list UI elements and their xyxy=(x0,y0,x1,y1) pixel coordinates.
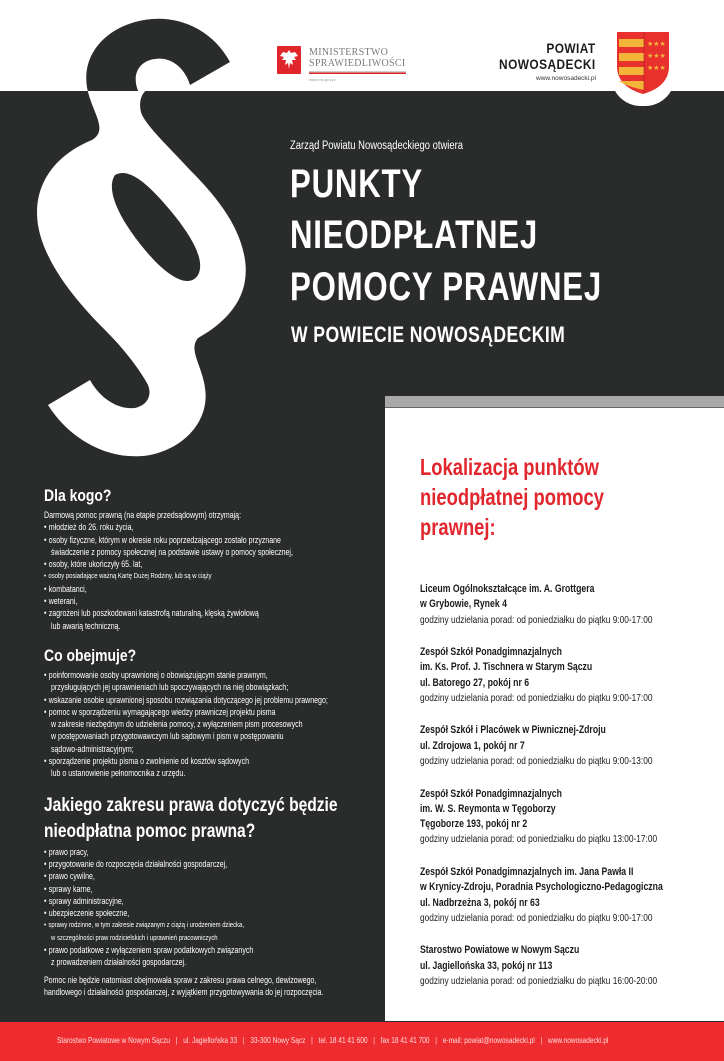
location-address-line: ul. Zdrojowa 1, pokój nr 7 xyxy=(420,739,525,752)
location-item xyxy=(420,865,720,926)
location-hours: godziny udzielania porad: od poniedziałku do piątku 9:00-17:00 xyxy=(420,912,653,924)
list-item xyxy=(44,919,374,944)
locations-heading xyxy=(420,452,604,542)
footer-bar xyxy=(0,1022,724,1061)
list-item-line: sądowo-administracyjnym; xyxy=(51,743,134,754)
coat-of-arms-icon xyxy=(611,26,675,102)
location-address-line: w Krynicy-Zdroju, Poradnia Psychologiczno-Pedagogiczna xyxy=(420,881,663,894)
location-item xyxy=(420,943,720,989)
list-item xyxy=(44,846,374,858)
law-heading-line-1: Jakiego zakresu prawa dotyczyć będzie xyxy=(44,794,338,816)
location-address-line: ul. Batorego 27, pokój nr 6 xyxy=(420,676,530,689)
location-address-line: Zespół Szkół i Placówek w Piwnicznej-Zdroju xyxy=(420,724,606,737)
list-item-line: w zakresie niezbędnym do udzielenia pomocy, z wyłączeniem pism procesowych xyxy=(51,719,303,730)
location-hours: godziny udzielania porad: od poniedziałku do piątku 13:00-17:00 xyxy=(420,834,658,846)
location-address-line: Zespół Szkół Ponadgimnazjalnych xyxy=(420,787,562,800)
list-item xyxy=(44,694,374,706)
ministry-divider xyxy=(309,71,406,74)
location-address-line: im. W. S. Reymonta w Tęgoborzy xyxy=(420,802,556,815)
locations-heading-line-3: prawnej: xyxy=(420,514,496,540)
list-item xyxy=(44,595,374,607)
location-hours: godziny udzielania porad: od poniedziałku do piątku 9:00-17:00 xyxy=(420,614,653,626)
location-item xyxy=(420,787,720,848)
list-item xyxy=(44,883,374,895)
list-item xyxy=(44,895,374,907)
scope-heading: Co obejmuje? xyxy=(44,645,137,665)
law-heading-line-2: nieodpłatna pomoc prawna? xyxy=(44,820,256,842)
who-heading: Dla kogo? xyxy=(44,486,112,505)
law-note-line-1: Pomoc nie będzie natomiast obejmowała spraw z zakresu prawa celnego, dewizowego, xyxy=(44,974,317,985)
location-hours: godziny udzielania porad: od poniedziałku do piątku 16:00-20:00 xyxy=(420,975,658,987)
locations-list xyxy=(420,582,720,1006)
list-item-line: • kombatanci, xyxy=(44,583,301,595)
list-item-line: • ubezpieczenie społeczne, xyxy=(44,907,301,919)
list-item xyxy=(44,669,374,694)
list-item-line: • sporządzenie projektu pisma o zwolnienie od kosztów sądowych xyxy=(44,755,301,767)
svg-text:★★★: ★★★ xyxy=(647,64,666,72)
info-column xyxy=(44,486,374,998)
list-item xyxy=(44,944,374,969)
list-item-line: przysługujących jej uprawnieniach lub spoczywających na niej obowiązkach; xyxy=(51,682,289,693)
list-item xyxy=(44,521,374,533)
location-address-line: Zespół Szkół Ponadgimnazjalnych im. Jana Pawła II xyxy=(420,865,634,878)
location-address-line: Starostwo Powiatowe w Nowym Sączu xyxy=(420,944,580,957)
list-item xyxy=(44,858,374,870)
locations-heading-line-1: Lokalizacja punktów xyxy=(420,454,599,480)
footer-item: Starostwo Powiatowe w Nowym Sączu xyxy=(57,1036,171,1045)
law-note-line-2: handlowego i działalności gospodarczej, z wyjątkiem przygotowywania do jej rozpoczęcia. xyxy=(44,986,324,997)
list-item-line: w szczególności praw rodzicielskich i uprawnień pracowniczych xyxy=(51,932,218,942)
location-address-line: Tęgoborze 193, pokój nr 2 xyxy=(420,818,528,831)
title-line-1: PUNKTY xyxy=(290,162,423,206)
title-line-3: POMOCY PRAWNEJ xyxy=(290,265,602,309)
powiat-name-line2: NOWOSĄDECKI xyxy=(499,56,596,72)
locations-heading-line-2: nieodpłatnej pomocy xyxy=(420,484,605,510)
law-section xyxy=(44,794,374,999)
list-item xyxy=(44,607,374,632)
who-intro: Darmową pomoc prawną (na etapie przedsądowym) otrzymają: xyxy=(44,510,242,520)
svg-text:★★★: ★★★ xyxy=(647,40,666,48)
list-item xyxy=(44,534,374,559)
list-item xyxy=(44,870,374,882)
location-address-line: im. Ks. Prof. J. Tischnera w Starym Sączu xyxy=(420,661,593,674)
footer-separator: | xyxy=(435,1036,438,1045)
list-item xyxy=(44,558,374,570)
scope-list xyxy=(44,669,374,780)
list-item-line: • przygotowanie do rozpoczęcia działalności gospodarczej, xyxy=(44,858,301,870)
scope-section xyxy=(44,646,374,780)
footer-item[interactable]: www.nowosadecki.pl xyxy=(547,1036,609,1045)
powiat-logo xyxy=(482,41,596,82)
list-item xyxy=(44,755,374,780)
footer-item: 33-300 Nowy Sącz xyxy=(250,1036,306,1045)
footer-separator: | xyxy=(373,1036,375,1045)
list-item-line: świadczenie z pomocy społecznej na podstawie ustawy o pomocy społecznej, xyxy=(51,546,293,557)
locations-panel-topbar xyxy=(385,396,724,408)
list-item-line: lub o ustanowienie pełnomocnika z urzędu. xyxy=(51,768,186,779)
list-item-line: • prawo cywilne, xyxy=(44,870,301,882)
footer-separator: | xyxy=(242,1036,245,1045)
list-item xyxy=(44,907,374,919)
footer-item[interactable]: e-mail: powiat@nowosadecki.pl xyxy=(442,1036,535,1045)
list-item-line: • poinformowanie osoby uprawnionej o obowiązującym stanie prawnym, xyxy=(44,669,301,681)
footer-item: ul. Jagiellońska 33 xyxy=(183,1036,238,1045)
location-item xyxy=(420,723,720,769)
list-item-line: • prawo pracy, xyxy=(44,846,301,858)
list-item-line: • młodzież do 26. roku życia, xyxy=(44,521,301,533)
location-item xyxy=(420,645,720,706)
location-hours: godziny udzielania porad: od poniedziałku do piątku 9:00-13:00 xyxy=(420,756,653,768)
list-item-line: z prowadzeniem działalności gospodarczej. xyxy=(51,957,187,968)
law-note xyxy=(44,974,374,999)
list-item-line: w postępowaniach przygotowawczym lub sądowym i pism w postępowaniu xyxy=(51,731,284,742)
list-item-line: • osoby fizyczne, którym w okresie roku poprzedzającego zostało przyznane xyxy=(44,534,301,546)
list-item-line: • weterani, xyxy=(44,595,301,607)
list-item-line: • sprawy administracyjne, xyxy=(44,895,301,907)
who-section xyxy=(44,486,374,632)
subtitle: W POWIECIE NOWOSĄDECKIM xyxy=(291,322,566,347)
law-list xyxy=(44,846,374,969)
footer-separator: | xyxy=(175,1036,178,1045)
paragraph-sign-icon xyxy=(20,0,260,460)
footer-separator: | xyxy=(311,1036,313,1045)
powiat-url[interactable]: www.nowosadecki.pl xyxy=(536,75,596,82)
list-item-line: • prawo podatkowe z wyłączeniem spraw podatkowych związanych xyxy=(44,944,301,956)
footer-separator: | xyxy=(540,1036,543,1045)
list-item xyxy=(44,570,374,582)
list-item-line: • osoby posiadające ważną Kartę Dużej Rodziny, lub są w ciąży xyxy=(44,570,301,582)
ministry-name-line1: MINISTERSTWO xyxy=(309,47,389,58)
footer-item: fax 18 41 41 700 xyxy=(380,1036,430,1045)
list-item-line: • pomoc w sporządzeniu wymagającego wiedzy prawniczej projektu pisma xyxy=(44,706,301,718)
polish-eagle-icon xyxy=(277,46,301,74)
footer-contact xyxy=(57,1036,608,1045)
ministry-url[interactable]: www.ms.gov.pl xyxy=(309,77,336,82)
location-address-line: Zespół Szkół Ponadgimnazjalnych xyxy=(420,646,562,659)
list-item xyxy=(44,706,374,755)
list-item-line: • sprawy karne, xyxy=(44,883,301,895)
intro-text: Zarząd Powiatu Nowosądeckiego otwiera xyxy=(290,140,463,152)
list-item-line: • osoby, które ukończyły 65. lat, xyxy=(44,558,301,570)
location-address-line: Liceum Ogólnokształcące im. A. Grottgera xyxy=(420,583,595,595)
location-hours: godziny udzielania porad: od poniedziałku do piątku 9:00-17:00 xyxy=(420,692,653,704)
who-list xyxy=(44,521,374,632)
location-item xyxy=(420,582,720,628)
footer-item: tel. 18 41 41 600 xyxy=(318,1036,368,1045)
list-item-line: lub awarią techniczną. xyxy=(51,620,121,631)
location-address-line: w Grybowie, Rynek 4 xyxy=(420,598,507,611)
svg-text:★★★: ★★★ xyxy=(647,52,666,60)
powiat-name-line1: POWIAT xyxy=(546,40,596,56)
title-line-2: NIEODPŁATNEJ xyxy=(290,213,539,257)
ministry-logo xyxy=(277,46,406,82)
list-item-line: • sprawy rodzinne, w tym zakresie związanym z ciążą i urodzeniem dziecka, xyxy=(44,919,301,931)
list-item xyxy=(44,583,374,595)
list-item-line: • wskazanie osobie uprawnionej sposobu rozwiązania dotyczącego jej problemu prawnego; xyxy=(44,694,301,706)
ministry-name-line2: SPRAWIEDLIWOŚCI xyxy=(309,58,406,69)
location-address-line: ul. Nadbrzeżna 3, pokój nr 63 xyxy=(420,896,540,909)
list-item-line: • zagrożeni lub poszkodowani katastrofą naturalną, klęską żywiołową xyxy=(44,607,301,619)
location-address-line: ul. Jagiellońska 33, pokój nr 113 xyxy=(420,959,553,972)
